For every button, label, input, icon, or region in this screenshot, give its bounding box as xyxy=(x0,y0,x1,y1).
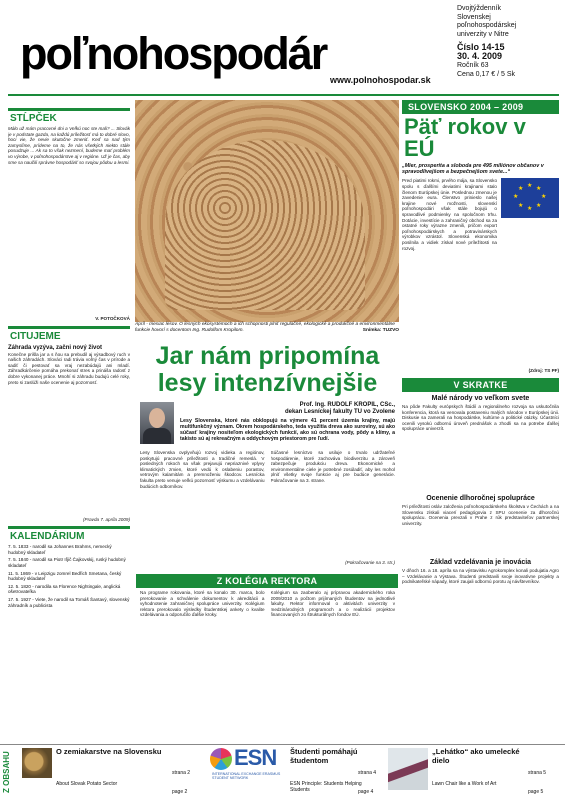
kalendarium-box xyxy=(8,526,130,608)
tease-esn-page: strana 4 xyxy=(358,770,377,776)
potato-thumb xyxy=(22,748,52,778)
vskratke-s2-text: Pri príležitosti osláv založenia poľnohospodárskeho školstva v Čechách a na Slovensku získali viacerí pedagógovia z SPU ocenenie za dlhoročnú spoluprácu. Ocenenia prevzali v Prahe z rúk predstaviteľov partnerskej univerzity. xyxy=(402,504,559,526)
lead-body-col1: Lesy Slovenska ovplyvňujú rozvoj vidieka a regiónov, poskytujú pracovné príležitosti a tradičné remeslá. V posledných rokoch sa však prejavujú nepriaznivé vplyvy klimatických zmien, ktoré vedú k oslabeniu porastov, vetrovým kalamitám a premnoženiu škodcov. Lesnícka fakulta preto venuje veľkú pozornosť výskumu a vzdelávaniu budúcich odborníkov. xyxy=(140,450,265,489)
kalendarium-item: 12. 5. 1820 - narodila sa Florence Nightingale, anglická ošetrovateľka xyxy=(8,583,121,595)
lead-author xyxy=(180,402,395,416)
eu-signature: (Zdroj: TS PF) xyxy=(528,368,559,374)
tease-potato-page: strana 2 xyxy=(172,770,191,776)
volume: Ročník 63 xyxy=(457,62,489,69)
tease-chair-title: „Lehátko“ ako umelecké dielo xyxy=(432,747,520,765)
newspaper-logo: poľnohospodár xyxy=(20,28,327,79)
kalendarium-title: KALENDÁRIUM xyxy=(10,531,85,543)
citujeme-title: CITUJEME xyxy=(10,330,61,342)
website-link[interactable]: www.polnohospodar.sk xyxy=(330,75,431,85)
citujeme-box xyxy=(8,326,130,523)
chair-thumb xyxy=(388,748,428,790)
stlpcek-title: STĹPČEK xyxy=(10,113,57,124)
publisher-line: Slovenskej xyxy=(457,13,491,21)
masthead xyxy=(0,0,565,98)
citujeme-source: (Pravda 7. apríla 2009) xyxy=(83,516,130,522)
eu-tag: SLOVENSKO 2004 – 2009 xyxy=(402,100,559,114)
kolegia-col2: Kolégium sa zaoberalo aj prípravou akademického roka 2009/2010 a počtom prijímaných študentov na jednotlivé fakulty. Rektor informoval o aktivitách univerzity v medzinárodných programoch a o realizácii projektov financovaných zo štrukturálnych fondov EÚ. xyxy=(270,590,395,618)
tease-esn-title: Študenti pomáhajú študentom xyxy=(290,747,358,765)
tease-esn-en-page: page 4 xyxy=(358,789,374,795)
esn-star-icon xyxy=(210,748,232,770)
vskratke-s2-title[interactable]: Ocenenie dlhoročnej spolupráce xyxy=(426,495,535,502)
tease-potato-en-page: page 2 xyxy=(172,789,188,795)
price: Cena 0,17 € / 5 Sk xyxy=(457,70,515,78)
stlpcek-text: Málo už mám pracovné dni a Veľkú noc ste mali? ... Slovák je v podstate gazda, na každú príležitosť má to dobré slovo, hoci vie, že nevie skutočne zmeniť. Keď sa nad tým zamyslíme, prídeme na to, že nás všetkých niekto stále posudzuje ... Ak sa to však nezmení, budeme mať problém vo výrobe, v poľnohospodárstve aj v regióne. Už je čas, aby sme sa naučili správne hospodáriť so svojou pôdou a lesmi. xyxy=(8,126,130,165)
left-column xyxy=(8,108,130,612)
tease-potato-en: About Slovak Potato Sector xyxy=(56,781,118,787)
vskratke-s3-title[interactable]: Základ vzdelávania je inovácia xyxy=(429,559,532,566)
kolegia-col1: Na programe rokovania, ktoré sa konalo 30. marca, bolo prerokovanie a schválenie dokumentov k akreditácii a vyhodnotenie zahraničnej spolupráce univerzity. Kolégium rektora prerokovalo výsledky študentskej ankety o kvalite vzdelávania a odporučilo ďalšie kroky. xyxy=(140,590,265,618)
kalendarium-item: 11. 5. 1869 - v Leipzigu zomrel Bedřich Smetana, český hudobný skladateľ xyxy=(8,570,122,582)
publisher-line: univerzity v Nitre xyxy=(457,30,509,38)
tease-chair-en-page: page 5 xyxy=(528,789,544,795)
contents-label: Z OBSAHU xyxy=(2,751,11,793)
tease-chair-page: strana 5 xyxy=(528,770,547,776)
esn-subtitle: INTERNATIONAL EXCHANGE ERASMUS STUDENT NETWORK xyxy=(212,772,281,781)
lead-headline[interactable]: Jar nám pripomína lesy intenzívnejšie xyxy=(155,342,380,397)
portrait-face xyxy=(149,408,165,428)
eu-text: Pred piatimi rokmi, prvého mája, sa Slovensko spolu s ďalšími deviatimi krajinami stalo členom Európskej únie. Poslednou zmenou je zavedenie eura. Členstvo prinieslo našej krajine nové možnosti, slovenskí poľnohospodári však stále bojujú o spravodlivé podmienky na spoločnom trhu. Dotácie, investície a zahraničný obchod sa za ostatné roky výrazne zmenili, pričom export poľnohospodárskych a potravinárskych výrobkov vzrástol. Slovenská ekonomika posilnila a vidiek získal nové príležitosti na rozvoj. xyxy=(402,178,497,251)
issue-info xyxy=(457,5,562,79)
woodpile-image xyxy=(165,140,365,310)
eu-headline[interactable]: Päť rokov v EÚ xyxy=(404,114,526,161)
tease-esn-en: ESN Principle: Students Helping Students xyxy=(290,781,362,793)
stlpcek-box xyxy=(8,108,130,322)
vskratke-s1-title[interactable]: Malé národy vo veľkom svete xyxy=(431,395,530,402)
continued-note[interactable]: (Pokračovanie na 3. str.) xyxy=(345,560,395,565)
tease-chair-en: Lawn Chair like a Work of Art xyxy=(432,781,497,787)
kalendarium-item: 7. 5. 1840 - narodil sa Piotr Iľjič Čajkovskij, ruský hudobný skladateľ xyxy=(8,557,126,568)
vskratke-s3-text: V dňoch 16. a 18. apríla sa na výstavisku Agrokomplex konali podujatia Agro – Vzdelávanie a Výstava. Študenti predstavili svoje inovatívne projekty a podnikateľské nápady, ktoré zaujali odbornú porotu aj návštevníkov. xyxy=(402,568,559,585)
eu-flag-icon: ★ ★ ★ ★ ★ ★ ★ ★ xyxy=(501,178,559,218)
tease-potato[interactable] xyxy=(22,748,207,798)
kolegia-body xyxy=(140,590,395,740)
issue-date: 30. 4. 2009 xyxy=(457,50,503,61)
publisher-line: Dvojtýždenník xyxy=(457,5,501,12)
photo-caption xyxy=(135,322,399,333)
vskratke-header: V SKRATKE xyxy=(402,378,559,392)
issue-number: Číslo 14-15 xyxy=(457,42,505,52)
stlpcek-author: V. POTOČKOVÁ xyxy=(95,316,130,321)
masthead-divider xyxy=(8,94,559,96)
lead-paragraph: Lesy Slovenska, ktoré nás obklopujú na výmere 41 percent územia krajiny, majú multifunkčný význam. Okrem hospodárskeho, teda využitia dreva ako suroviny, sú ako súčasť krajiny nositeľom ekologických funkcií, ako sú ochrana vody, pôdy a klímy, a takisto sú aj rekreačným a oddychovým priestorom pre ľudí. xyxy=(180,418,395,442)
photo-caption-text: Apríl - mesiac lesov. O lesných ekosystémoch a ich schopnosti plniť regulačné, ekologické a produkčné a environmentálne funkcie hovorí s docentom Ing. Rudolfom Kropilom. xyxy=(135,322,395,333)
kolegia-header: Z KOLÉGIA REKTORA xyxy=(136,574,398,588)
citujeme-subhead: Záhrada vyzýva, začni nový život xyxy=(8,344,103,351)
lead-body-col2-wrap xyxy=(271,450,396,568)
author-position: dekan Lesníckej fakulty TU vo Zvolene xyxy=(284,409,395,415)
kalendarium-item: 7. 5. 1833 - narodil sa Johannes Brahms, nemecký hudobný skladateľ xyxy=(8,544,112,555)
tease-chair[interactable] xyxy=(388,748,560,798)
vskratke-s1-text: Na pôde Fakulty európskych štúdií a regionálneho rozvoja sa uskutočnila konferencia, ktorá sa venovala postaveniu malých národov v Európskej únii. Diskusie sa zamerali na hospodárske, kultúrne a politické otázky. Účastníci ocenili vysokú odbornú úroveň prednášok a zhodli sa na potrebe ďalšej spolupráce univerzít. xyxy=(402,404,559,432)
esn-logo: ESN xyxy=(234,745,277,770)
portrait-suit xyxy=(143,428,171,444)
vskratke-section xyxy=(402,378,559,626)
publisher-line: poľnohospodárskej xyxy=(457,22,517,29)
tease-potato-title: O zemiakarstve na Slovensku xyxy=(56,747,162,756)
citujeme-text: Konečne prišla jar a s ňou sa prebudil aj výsadbový ruch v našich záhradách. Slováci radi trávia voľný čas v prírode a sadiť či pestovať sa vraj nezabúdajú ani mladí. Záhradkárčenie pomáha prekonať stres a prináša radosť z dobre vykonanej práce. Mnohí si záhradu budujú celé roky, preto si zaslúži naše ocenenie aj pozornosť. xyxy=(8,351,130,385)
photo-credit: Snímka: TUZVO xyxy=(362,327,399,333)
lead-body xyxy=(140,450,395,568)
right-column xyxy=(402,100,559,626)
author-portrait xyxy=(140,402,174,444)
tease-esn[interactable] xyxy=(210,745,385,798)
eu-quote: „Mier, prosperita a sloboda pre 495 miliónov občanov v spravodlivejšom a bezpečnejšom svete...“ xyxy=(402,163,544,176)
author-name: Prof. Ing. RUDOLF KROPIL, CSc., xyxy=(299,402,395,408)
lead-body-col2: Súčasné lesníctvo sa usiluje o trvalo udržateľné hospodárenie, ktoré zachováva biodiverzitu a zároveň zabezpečuje produkciu dreva. Ekonomické a environmentálne ciele je potrebné zosúladiť, aby les mohol plniť všetky svoje funkcie aj pre budúce generácie. Pokračovanie na 3. strane. xyxy=(270,450,395,483)
kalendarium-item: 17. 5. 1927 - Viete, že narodil sa Tomáš Šantavý, slovenský záhradník a publicista xyxy=(8,596,130,608)
